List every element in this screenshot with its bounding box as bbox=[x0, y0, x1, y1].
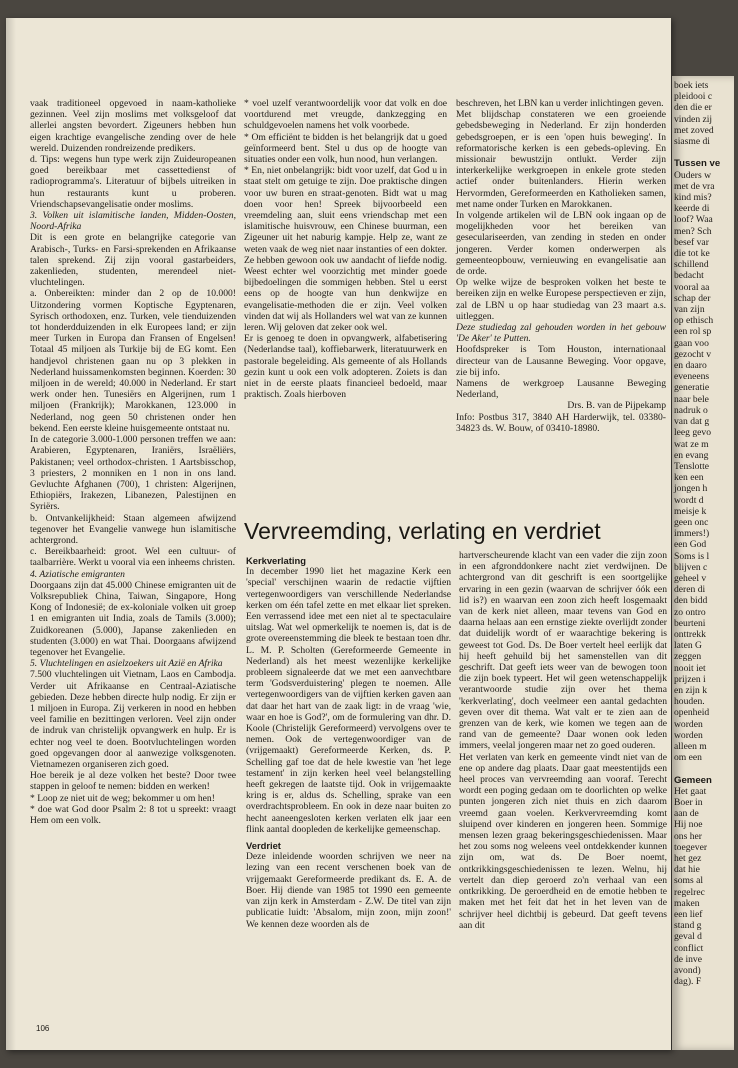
edge-line: Tenslotte bbox=[674, 460, 710, 472]
edge-line: keerde di bbox=[674, 203, 710, 215]
edge-line: om een bbox=[674, 752, 702, 764]
column-4 bbox=[246, 550, 451, 930]
edge-line: nadruk o bbox=[674, 404, 708, 416]
edge-line: op ethisch bbox=[674, 315, 714, 327]
edge-line: onttrekk bbox=[674, 628, 706, 640]
edge-line: alleen m bbox=[674, 740, 707, 752]
paragraph: Dit is een grote en belangrijke categorie van Arabisch-, Turks- en Farsi-sprekenden en Afrikaanse talen sprekend. Zij zijn vooral gastarbeiders, zakenlieden, studenten, merendeel niet-vluchtelingen. bbox=[30, 232, 236, 289]
paragraph: Er is genoeg te doen in opvangwerk, alfabetisering (Nederlandse taal), koffiebarwerk, literatuurwerk en pastorale begeleiding. Als gemeente of als Hollands gezin kunt u ook een volk adopteren. Zoiets is dan niet in de eerste plaats financieel bedoeld, maar praktisch. Zoals hierboven bbox=[244, 333, 447, 401]
edge-line: eveneens bbox=[674, 371, 710, 383]
edge-line bbox=[674, 147, 734, 158]
edge-line: dag). F bbox=[674, 976, 702, 988]
edge-line: worden bbox=[674, 729, 703, 741]
edge-line: Ouders w bbox=[674, 169, 712, 181]
subheading: Deze studiedag zal gehouden worden in het gebouw 'De Aker' te Putten. bbox=[456, 322, 666, 345]
edge-line: men? Sch bbox=[674, 225, 712, 237]
edge-line: stand g bbox=[674, 920, 702, 932]
paragraph: * voel uzelf verantwoordelijk voor dat volk en doe voortdurend met vreugde, dankzegging en schuldgevoelen namens het volk voorbede. bbox=[244, 98, 447, 132]
edge-line: Soms is l bbox=[674, 550, 710, 562]
edge-line: met de vra bbox=[674, 180, 715, 192]
edge-line: vooral aa bbox=[674, 281, 710, 293]
edge-line: blijven c bbox=[674, 561, 708, 573]
edge-line: maken bbox=[674, 897, 700, 909]
next-page-column bbox=[674, 80, 734, 987]
next-page-edge bbox=[672, 76, 734, 1050]
column-5 bbox=[459, 550, 667, 931]
edge-line: gezocht v bbox=[674, 348, 712, 360]
column-3 bbox=[456, 98, 666, 434]
magazine-page bbox=[6, 18, 671, 1050]
edge-line: nooit iet bbox=[674, 662, 706, 674]
edge-line: besef var bbox=[674, 236, 709, 248]
edge-line: kind mis? bbox=[674, 192, 712, 204]
edge-line: Gemeen bbox=[674, 774, 712, 786]
paragraph: c. Bereikbaarheid: groot. Wel een cultuur- of taalbarrière. Werkt u vooral via een inheems christen. bbox=[30, 546, 236, 569]
paragraph: Op welke wijze de besproken volken het beste te bereiken zijn en welke Europese perspectieven er zijn, zal de LBN u op haar studiedag van 23 maart a.s. uitleggen. bbox=[456, 277, 666, 322]
edge-line: generatie bbox=[674, 382, 710, 394]
subheading: 3. Volken uit islamitische landen, Midden-Oosten, Noord-Afrika bbox=[30, 210, 236, 233]
edge-line: conflict bbox=[674, 942, 704, 954]
edge-line: van zijn bbox=[674, 304, 705, 316]
paragraph: * Om efficiënt te bidden is het belangrijk dat u goed geïnformeerd bent. Stel u dus op de hoogte van situaties onder een volk, hun nood, hun verlangen. bbox=[244, 131, 447, 166]
paragraph: Deze inleidende woorden schrijven we neer na lezing van een recent verschenen boek van de vrijgemaakt Gereformeerde predikant ds. E. A. de Boer. Hij diende van 1985 tot 1990 een gemeente van zijn kerk in Amsterdam - Z.W. De titel van zijn publicatie luidt: 'Absalom, mijn zoon, mijn zoon!' We kennen deze woorden als de bbox=[246, 851, 451, 930]
edge-line: en daaro bbox=[674, 360, 707, 372]
paragraph: Drs. B. van de Pijpekamp bbox=[567, 400, 666, 412]
edge-line: zo ontro bbox=[674, 606, 706, 618]
edge-line: prijzen i bbox=[674, 673, 706, 685]
edge-line: Boer in bbox=[674, 797, 703, 808]
article-headline: Vervreemding, verlating en verdriet bbox=[244, 518, 601, 544]
subheading: 5. Vluchtelingen en asielzoekers uit Azië en Afrika bbox=[30, 658, 223, 670]
paragraph: Doorgaans zijn dat 45.000 Chinese emigranten uit de Volksrepubliek China, Taiwan, Singapore, Hong Kong of Indonesië; de ex-koloniale volken uit groep 1 en emigranten uit India, zoals de Tamils (3.000); Zuidkoreanen (5.000), Japanse zakenlieden en studenten (3.000) en wat Thai. Doorgaans afwijzend tegenover het Evangelie. bbox=[30, 579, 236, 658]
paragraph: b. Ontvankelijkheid: Staan algemeen afwijzend tegenover het Evangelie vanwege hun islamitische achtergrond. bbox=[30, 512, 236, 546]
edge-line: Hij noe bbox=[674, 819, 703, 831]
paragraph: * doe wat God door Psalm 2: 8 tot u spreekt: vraagt Hem om een volk. bbox=[30, 803, 236, 826]
edge-line: loof? Waa bbox=[674, 214, 713, 226]
column-1 bbox=[30, 98, 236, 826]
section-heading: Kerkverlating bbox=[246, 555, 306, 566]
paragraph: Hoofdspreker is Tom Houston, internationaal directeur van de Lausanne Beweging. Voor opgave, zie bij info. bbox=[456, 344, 666, 378]
edge-line: geheel v bbox=[674, 572, 707, 584]
column-2 bbox=[244, 98, 447, 400]
edge-line: toegever bbox=[674, 841, 708, 853]
edge-line: en zijn k bbox=[674, 684, 708, 696]
edge-line: den die er bbox=[674, 102, 712, 114]
edge-line: naar bele bbox=[674, 393, 709, 405]
section-heading: Verdriet bbox=[246, 840, 281, 852]
paragraph: Namens de werkgroep Lausanne Beweging Nederland, bbox=[456, 378, 666, 401]
edge-line: jongen h bbox=[674, 483, 708, 495]
page-number: 106 bbox=[36, 1024, 50, 1033]
edge-line bbox=[674, 763, 734, 774]
edge-line: beurteni bbox=[674, 617, 706, 629]
edge-line: houden. bbox=[674, 696, 705, 708]
edge-line: boek iets bbox=[674, 80, 709, 91]
paragraph: * Loop ze niet uit de weg; bekommer u om hen! bbox=[30, 792, 215, 804]
edge-line: wordt d bbox=[674, 494, 704, 506]
paragraph: hartverscheurende klacht van een vader die zijn zoon in een afgronddonkere nacht ziet verdwijnen. De achtergrond van dit geschrift is een soortgelijke ervaring in een gezin (waarvan de schrijver óók een lid is?) en waarvan een zoon zich heeft losgemaakt van de kerk niet alleen, maar tevens van God en daarna helaas aan een ernstige ziekte overlijdt zonder dat duidelijk wordt of er waarachtige bekering is geweest tot God. Ds. De Boer vertelt heel eerlijk dat hij heeft gehuild bij het samenstellen van dit geschrift. Dat geeft iets weer van de bewogen toon die zijn boek typeert. Het wil geen wetenschappelijk verantwoorde studie zijn over het thema 'kerkverlating', doch veelmeer een aantal gedachten geven over dit thema. Wat valt er te zien aan de grenzen van de kerk, wie komen we tegen aan de rand van de gemeente? Daar wonen ook leden immers, veelal jongeren maar net zo goed ouderen. bbox=[459, 550, 667, 752]
edge-line: ons her bbox=[674, 830, 702, 842]
edge-line: avond) bbox=[674, 965, 701, 977]
edge-line: pleidooi c bbox=[674, 91, 713, 103]
edge-line: den bidd bbox=[674, 595, 708, 607]
edge-line: geval d bbox=[674, 931, 702, 943]
edge-line: geen onc bbox=[674, 516, 709, 528]
edge-line: vinden zij bbox=[674, 113, 713, 125]
edge-line: ken een bbox=[674, 472, 704, 484]
edge-line: laten G bbox=[674, 640, 702, 652]
paragraph: * En, niet onbelangrijk: bidt voor uzelf, dat God u in staat stelt om getuige te zijn. Doe praktische dingen voor uw buren en straat-genoten. Bidt wat u mag doen voor hen! Spreek bijvoorbeeld een vreemdeling aan, sluit eens vriendschap met een islamitische huisvrouw, een Chinese buurman, een Zigeuner uit het naburig kampje. Help ze, want ze weten vaak de weg niet naar instanties of een dokter. Ze hebben gewoon ook uw aandacht of liefde nodig. Weest echter wel voorzichtig met minder goede bijbedoelingen die sommigen hebben. Stel u eerst eens op de hoogte van hun denkwijze en evangelisatie-methoden die er zijn. Veel volken vinden dat wij als Hollanders wel wat van ze kunnen leren. Wij geloven dat zeker ook wel. bbox=[244, 165, 447, 334]
edge-line: Het gaat bbox=[674, 785, 707, 797]
edge-line: gaan voo bbox=[674, 337, 709, 349]
paragraph: In december 1990 liet het magazine Kerk een 'special' verschijnen waarin de redactie vijftien vertegenwoordigers van verschillende Nederlandse kerken om één tafel zette en met elkaar liet spreken. Een verrassend idee met een niet al te spectaculaire uitslag. Wat wel opmerkelijk te noemen is, dat is de grote overeenstemming die bleek te bestaan toen dhr. L. M. P. Scholten (Gereformeerde Gemeente in Nederland) als het meest wezenlijke kerkelijke probleem signaleerde dat we met een aanvechtbare term 'Godsverduistering' plegen te noemen. Alle vertegenwoordigers van de vijftien kerken gaven aan dat daar het hart van de zaak ligt: in de vraag 'wie, waar en hoe is God?', om de formulering van dhr. D. Koole (Christelijk Gereformeerd) vervolgens over te nemen. Ook de vertegenwoordiger van de (vrijgemaakt) Gereformeerde Kerken, ds. P. Schelling gaf toe dat de hele kwestie van 'het lege testament' in zijn kerken heel veel belangstelling heeft gekregen de laatste tijd. Ook in vrijgemaakte kring is er, aldus ds. Schelling, sprake van een overdrachtsprobleem. En ook in deze naar buiten zo hecht aaneengesloten kerken verlaten elk jaar een flink aantal doopleden de kerkelijke gemeenschap. bbox=[246, 566, 451, 835]
paragraph: Info: Postbus 317, 3840 AH Harderwijk, tel. 03380-34823 ds. W. Bouw, of 03410-18980. bbox=[456, 411, 666, 434]
subheading: 4. Aziatische emigranten bbox=[30, 568, 125, 580]
paragraph: beschreven, het LBN kan u verder inlichtingen geven. bbox=[456, 98, 664, 109]
edge-line: de inve bbox=[674, 953, 702, 965]
paragraph: d. Tips: wegens hun type werk zijn Zuideuropeanen goed bereikbaar met cassettedienst of radioprogramma's. Literatuur of bijbels uitreiken in hun restaurants kunt u proberen. Vriendschapsevangelisatie onder moslims. bbox=[30, 154, 236, 210]
paragraph: a. Onbereikten: minder dan 2 op de 10.000! Uitzondering vormen Koptische Egyptenaren, Syrisch orthodoxen, enz. Turken, vele tienduizenden tot honderdduizenden in elk Europees land; er zijn meer Turken in Europa dan Fransen of Engelsen! Totaal 45 miljoen als Turkije bij de EG komt. Een handjevol christenen gaan nu op 3 plekken in Nederland huissamenkomsten beginnen. Koerden: 30 miljoen in de wereld; 40.000 in Nederland. Er start werk onder hen. Tunesiërs en Algerijnen, rum 1 miljoen (Frankrijk); Marokkanen, 123.000 in Nederland, nog geen 50 christenen onder hen bekend. Een eerste kleine huisgemeente ontstaat nu. bbox=[30, 288, 236, 434]
edge-line: bedacht bbox=[674, 270, 704, 282]
paragraph: Het verlaten van kerk en gemeente vindt niet van de ene op andere dag plaats. Daar gaat meestentijds een heel proces van vervreemding aan vooraf. Terecht wordt een poging gedaan om te doorlichten op welke punten jongeren zich niet thuis en zich daarom vreemd gaan voelen. Kerkvervreemding komt sluipend over kinderen en jongeren heen. Sommige mensen lezen graag bekeringsgeschiedenissen. Maar het zou soms nog weleens veel ontdekkender kunnen zijn om, wat ds. De Boer noemt, ontkrikkingsgeschiedenissen te lezen. Welnu, hij vertelt dan diep geroerd zo'n verhaal van een ontkrikking. De geroerdheid en de emotie hebben te maken met het feit dat het in het leven van de schrijver heel dichtbij is gebeurd. Dat geeft tevens aan dit bbox=[459, 751, 667, 931]
edge-line: wat ze m bbox=[674, 438, 709, 450]
edge-line: het gez bbox=[674, 853, 702, 865]
paragraph: In de categorie 3.000-1.000 personen treffen we aan: Arabieren, Egyptenaren, Iraniërs, Israëliërs, Pakistanen; veel orthodox-christen. 1 Aartsbisschop, 3 priesters, 2 monniken en 1 non in ons land. Gevluchte Afghanen (700), 1 christen: Algerijnen, Ethiopiërs, Irakezen, Libanezen, Palestijnen en Syriërs. bbox=[30, 434, 236, 513]
paragraph: Hoe bereik je al deze volken het beste? Door twee stappen in geloof te nemen: bidden en werken! bbox=[30, 770, 236, 793]
edge-line: van dat g bbox=[674, 416, 710, 428]
edge-line: leeg gevo bbox=[674, 427, 712, 439]
paragraph: vaak traditioneel opgevoed in naam-katholieke gezinnen. Veel zijn moslims met volksgeloof dat allerlei angsten bevordert. Zigeuners hebben hun eigen krachtige evangelische zending over de hele wereld. Duizenden rondreizende predikers. bbox=[30, 98, 236, 154]
paragraph: Met blijdschap constateren we een groeiende gebedsbeweging in Nederland. Er zijn honderden gebedsgroepen, er is een 'open huis beweging'. In reformatorische kerken is een gebeds-opleving. En missionair bewustzijn ontlukt. Verder zijn interkerkelijke werkgroepen in enkele grote steden actief onder buitenlanders. Hierin werken Hervormden, Gereformeerden en Katholieken samen, met name onder Turken en Marokkanen. bbox=[456, 109, 666, 210]
edge-line: deren di bbox=[674, 584, 706, 596]
edge-line: immers!) bbox=[674, 528, 710, 540]
edge-line: soms al bbox=[674, 875, 704, 887]
edge-line: zeggen bbox=[674, 651, 702, 663]
paragraph: In volgende artikelen wil de LBN ook ingaan op de mogelijkheden voor het bereiken van geseculariseerden, van zending in steden en onder jongeren. Verder komen onderwerpen als gemeenteopbouw, vernieuwing en evangelisatie aan de orde. bbox=[456, 210, 666, 278]
edge-line: siasme di bbox=[674, 136, 710, 148]
edge-line: openheid bbox=[674, 707, 710, 719]
edge-line: meisje k bbox=[674, 505, 707, 517]
paragraph: 7.500 vluchtelingen uit Vietnam, Laos en Cambodja. Verder uit Afrikaanse en Centraal-Aziatische gebieden. Deze hebben directe hulp nodig. Er zijn er 1 miljoen in Europa. Zij verkeren in nood en hebben veel familie en bezittingen verloren. Veel zijn onder de indruk van christelijk opvangwerk en hulp. Er is echter nog veel te doen. Bootvluchtelingen worden goed opgevangen door al aanwezige volksgenoten. Vietnamezen organiseren zich goed. bbox=[30, 669, 236, 770]
edge-line: die tot ke bbox=[674, 248, 710, 260]
edge-line: een God bbox=[674, 539, 707, 551]
edge-line: Tussen ve bbox=[674, 158, 721, 170]
edge-line: en evang bbox=[674, 449, 709, 461]
edge-line: schillend bbox=[674, 259, 709, 271]
edge-line: een lief bbox=[674, 909, 703, 921]
edge-line: regelrec bbox=[674, 886, 705, 898]
edge-line: met zoved bbox=[674, 124, 714, 136]
edge-line: schap der bbox=[674, 292, 711, 304]
edge-line: een rol sp bbox=[674, 326, 712, 338]
edge-line: worden bbox=[674, 718, 703, 730]
edge-line: dat hie bbox=[674, 864, 700, 876]
edge-line: aan de bbox=[674, 808, 699, 820]
